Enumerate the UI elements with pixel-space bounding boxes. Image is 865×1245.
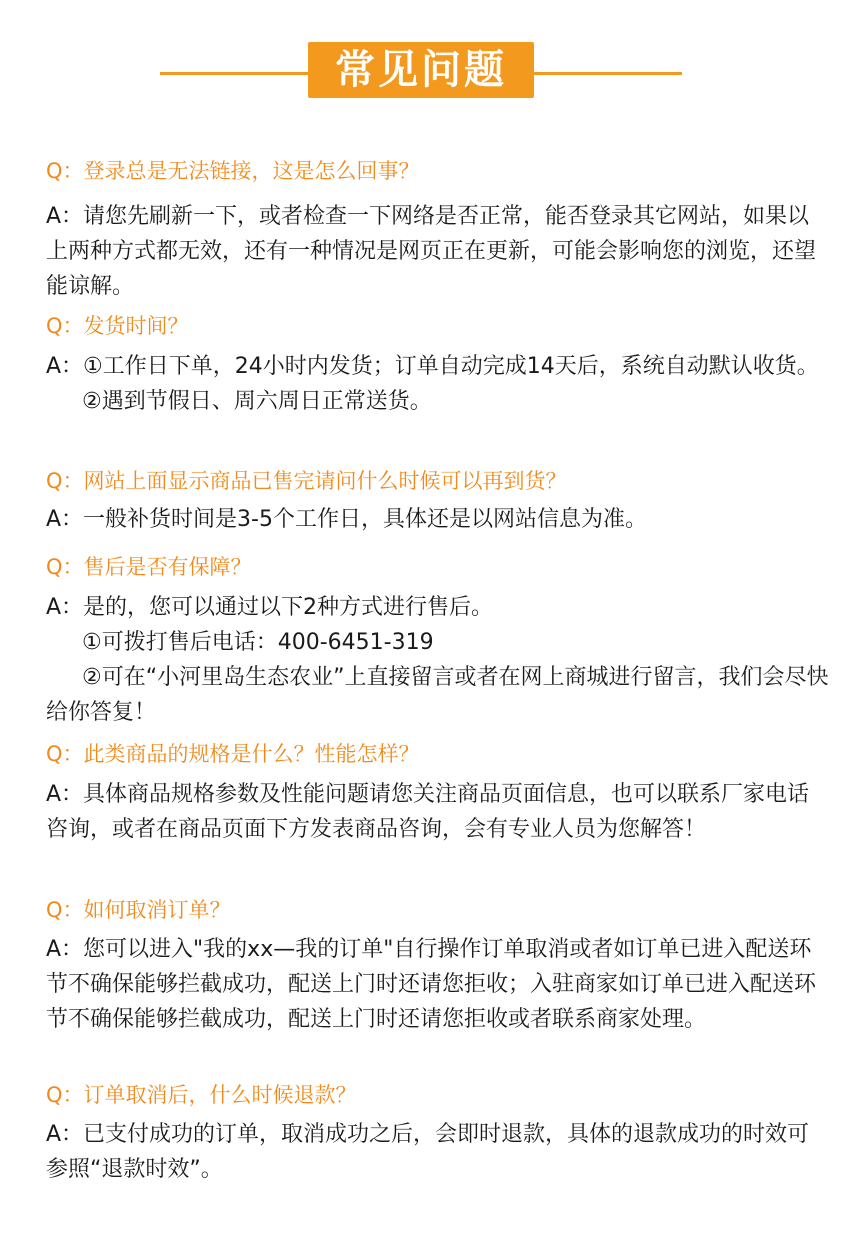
answer-paragraph: A：请您先刷新一下，或者检查一下网络是否正常，能否登录其它网站，如果以上两种方式都无效，还有一种情况是网页正在更新，可能会影响您的浏览，还望能谅解。 <box>46 204 817 299</box>
faq-question: Q：如何取消订单？ <box>46 898 231 922</box>
faq-answer <box>46 932 831 1037</box>
header-divider-left <box>160 72 320 75</box>
faq-question: Q：发货时间？ <box>46 314 189 338</box>
faq-item-after-sales <box>46 553 831 730</box>
faq-item-shipping <box>46 312 831 419</box>
faq-answer <box>46 199 831 304</box>
faq-question: Q：订单取消后，什么时候退款？ <box>46 1083 357 1107</box>
faq-answer <box>46 777 831 847</box>
faq-question: Q：登录总是无法链接，这是怎么回事？ <box>46 159 420 183</box>
answer-paragraph: ②遇到节假日、周六周日正常送货。 <box>82 389 432 414</box>
answer-paragraph: A：具体商品规格参数及性能问题请您关注商品页面信息，也可以联系厂家电话咨询，或者在商品页面下方发表商品咨询，会有专业人员为您解答！ <box>46 782 810 842</box>
page-header <box>0 42 865 98</box>
answer-paragraph: A：是的，您可以通过以下2种方式进行售后。 <box>46 595 494 620</box>
answer-paragraph: ②可在“小河里岛生态农业”上直接留言或者在网上商城进行留言，我们会尽快给你答复！ <box>46 665 829 725</box>
page-title: 常见问题 <box>308 42 534 98</box>
faq-answer <box>46 1117 831 1187</box>
faq-question: Q：网站上面显示商品已售完请问什么时候可以再到货？ <box>46 469 567 493</box>
faq-question: Q：售后是否有保障？ <box>46 555 252 579</box>
header-divider-right <box>530 72 682 75</box>
faq-item-refund <box>46 1081 831 1187</box>
faq-item-specs <box>46 740 831 847</box>
faq-item-cancel-order <box>46 896 831 1037</box>
faq-answer <box>46 349 831 419</box>
answer-paragraph: A：一般补货时间是3-5个工作日，具体还是以网站信息为准。 <box>46 507 647 532</box>
answer-paragraph: ①可拨打售后电话：400-6451-319 <box>82 630 434 655</box>
faq-item-login <box>46 157 831 304</box>
faq-answer <box>46 502 831 537</box>
answer-paragraph: A：已支付成功的订单，取消成功之后，会即时退款，具体的退款成功的时效可参照“退款时效”。 <box>46 1122 810 1182</box>
faq-question: Q：此类商品的规格是什么？性能怎样？ <box>46 742 420 766</box>
faq-answer <box>46 590 831 730</box>
answer-paragraph: A：您可以进入"我的xx—我的订单"自行操作订单取消或者如订单已进入配送环节不确保能够拦截成功，配送上门时还请您拒收；入驻商家如订单已进入配送环节不确保能够拦截成功，配送上门时还请您拒收或者联系商家处理。 <box>46 937 817 1032</box>
answer-paragraph: A：①工作日下单，24小时内发货；订单自动完成14天后，系统自动默认收货。 <box>46 354 819 379</box>
faq-item-restock <box>46 467 831 537</box>
